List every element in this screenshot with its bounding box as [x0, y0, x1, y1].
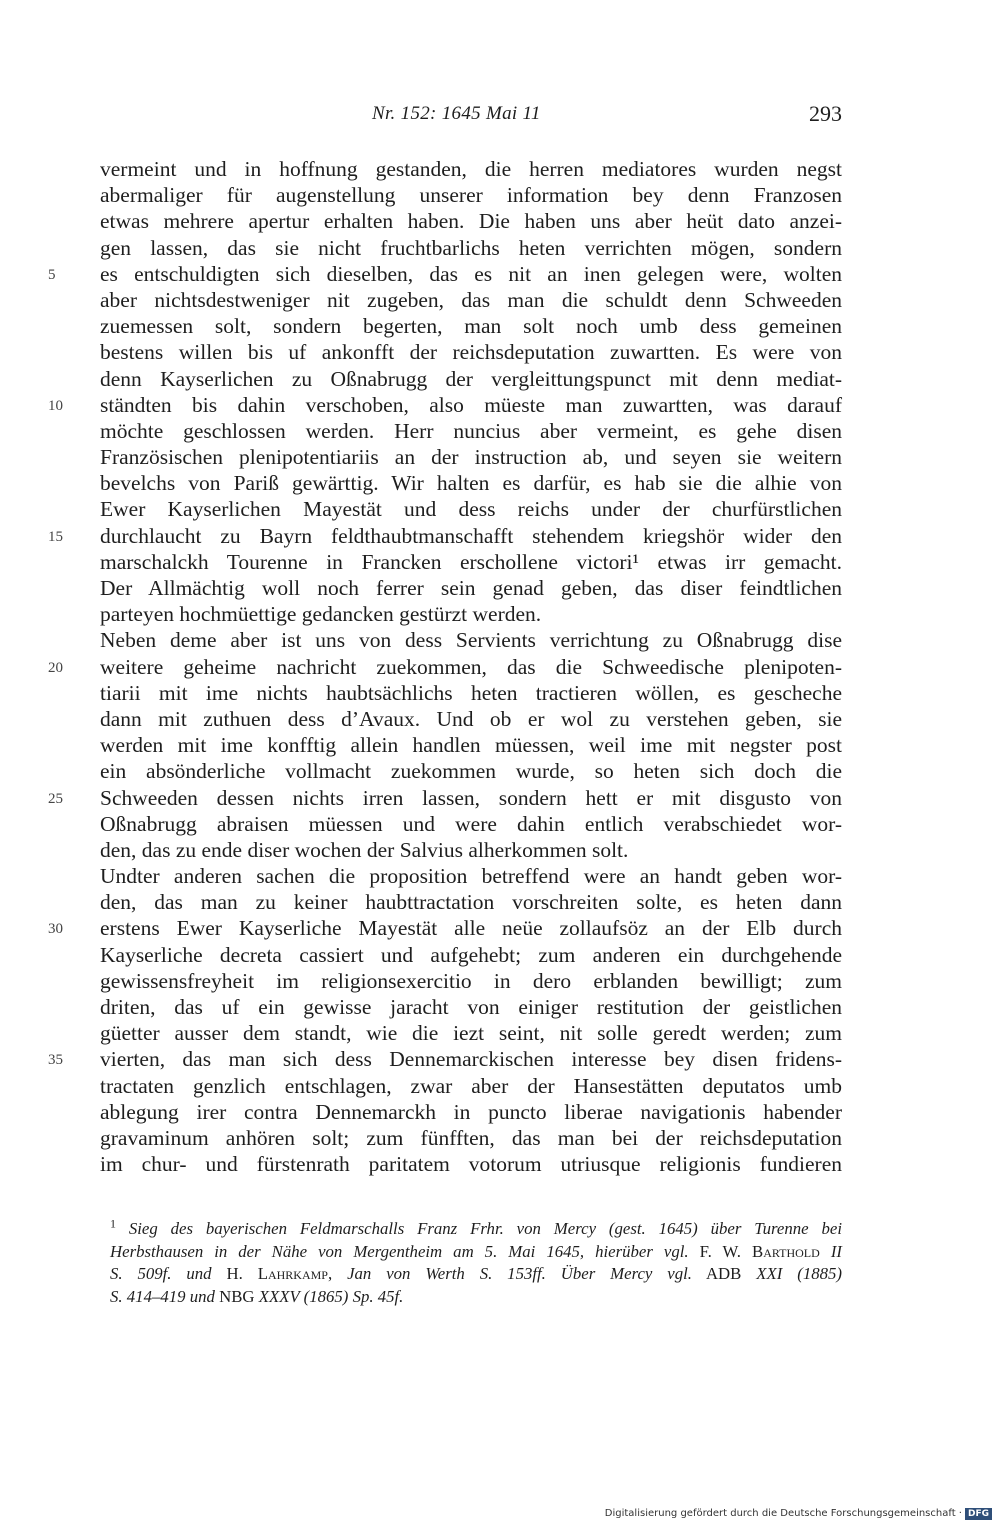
text-line	[100, 811, 842, 837]
text-line	[100, 837, 842, 863]
footer-credit	[605, 1508, 992, 1520]
text-line	[48, 261, 842, 287]
line-text: gen lassen, das sie nicht fruchtbarlichs heten verrichten mögen, sondern	[100, 235, 842, 260]
text-line	[100, 366, 842, 392]
line-text: erstens Ewer Kayserliche Mayestät alle neüe zollaufsöz an der Elb durch	[100, 916, 842, 941]
line-text: gewissensfreyheit im religionsexercitio in dero erblanden bewilligt; zum	[100, 968, 842, 993]
line-text: Französischen plenipotentiariis an der instruction ab, und seyen sie weitern	[100, 445, 842, 470]
text-line	[100, 313, 842, 339]
line-text: zuemessen solt, sondern begerten, man solt noch umb dess gemeinen	[100, 314, 842, 339]
line-number: 20	[48, 659, 63, 676]
line-text: im chur- und fürstenrath paritatem votorum utriusque religionis fundieren	[100, 1152, 842, 1177]
text-line	[100, 182, 842, 208]
text-line	[48, 392, 842, 418]
line-number: 10	[48, 397, 63, 414]
line-text: marschalckh Tourenne in Francken erschollene victori¹ etwas irr gemacht.	[100, 549, 842, 574]
text-line	[48, 523, 842, 549]
line-text: driten, das uf ein gewisse jaracht von einiger restitution der geistlichen	[100, 995, 842, 1019]
text-line	[100, 1125, 842, 1151]
line-text: Schweeden dessen nichts irren lassen, sondern hett er mit disgusto von	[100, 785, 842, 810]
line-text: ablegung irer contra Dennemarckh in puncto liberae navigationis habender	[100, 1099, 842, 1124]
line-text: vermeint und in hoffnung gestanden, die herren mediatores wurden negst	[100, 157, 842, 181]
text-line	[100, 942, 842, 968]
main-text	[48, 156, 842, 1177]
text-line	[100, 627, 842, 653]
line-text: es entschuldigten sich dieselben, das es nit an inen gelegen were, wolten	[100, 261, 842, 286]
text-line	[100, 706, 842, 732]
text-line	[100, 444, 842, 470]
footer-text: Digitalisierung gefördert durch die Deutsche Forschungsgemeinschaft ·	[604, 1508, 962, 1519]
line-number: 30	[48, 921, 63, 938]
text-line	[100, 339, 842, 365]
text-line	[100, 732, 842, 758]
line-text: vierten, das man sich dess Dennemarckischen interesse bey disen fridens-	[100, 1047, 842, 1072]
text-line	[100, 1099, 842, 1125]
text-line	[100, 601, 842, 627]
line-text: tiarii mit ime nichts haubtsächlichs heten tractieren wöllen, es gescheche	[100, 680, 842, 705]
text-line	[48, 915, 842, 941]
line-number: 15	[48, 528, 63, 545]
line-text: etwas mehrere apertur erhalten haben. Die haben uns aber heüt dato anzei-	[100, 209, 842, 234]
line-text: Ewer Kayserlichen Mayestät und dess reichs under der churfürstlichen	[100, 497, 842, 522]
line-text: Neben deme aber ist uns von dess Servients verrichtung zu Oßnabrugg dise	[100, 628, 842, 653]
line-text: tractaten genzlich entschlagen, zwar aber der Hansestätten deputatos umb	[100, 1073, 842, 1098]
text-line	[100, 470, 842, 496]
line-text: werden mit ime konfftig allein handlen müessen, weil ime mit negster post	[100, 733, 842, 758]
line-text: aber nichtsdestweniger nit zugeben, das man die schuldt denn Schweeden	[100, 287, 842, 312]
dfg-logo: DFG	[965, 1508, 992, 1520]
line-text: bestens willen bis uf ankonfft der reichsdeputation zuwartten. Es were von	[100, 340, 842, 365]
text-line	[100, 418, 842, 444]
text-line	[48, 654, 842, 680]
line-text: Der Allmächtig woll noch ferrer sein genad geben, das diser feindtlichen	[100, 576, 842, 600]
line-text: Oßnabrugg abraisen müessen und were dahin entlich verabschiedet wor-	[100, 811, 842, 836]
line-text: gravaminum anhören solt; zum fünfften, das man bei der reichsdeputation	[100, 1125, 842, 1150]
footnote-marker: 1	[110, 1216, 116, 1231]
text-line	[100, 1151, 842, 1177]
text-line	[100, 1020, 842, 1046]
line-text: den, das zu ende diser wochen der Salvius alherkommen solt.	[100, 837, 629, 862]
text-line	[100, 863, 842, 889]
line-text: Undter anderen sachen die proposition betreffend were an handt geben wor-	[100, 864, 842, 889]
text-line	[48, 785, 842, 811]
line-text: den, das man zu keiner haubttractation vorschreiten solte, es heten dann	[100, 890, 842, 915]
line-text: ein absönderliche vollmacht zuekommen wurde, so heten sich doch die	[100, 759, 842, 784]
line-text: ständten bis dahin verschoben, also müeste man zuwartten, was darauf	[100, 392, 842, 417]
footnote-line: $^1$ Sieg des bayerischen Feldmarschalls Franz Frhr. von Mercy (gest. 1645) über Turenne bei	[110, 1216, 842, 1238]
line-text: durchlaucht zu Bayrn feldthaubtmanschafft stehendem kriegshör wider den	[100, 523, 842, 548]
running-header	[0, 103, 1000, 131]
line-text: Kayserliche decreta cassiert und aufgehebt; zum anderen ein durchgehende	[100, 942, 842, 967]
text-line	[100, 549, 842, 575]
line-text: abermaliger für augenstellung unserer information bey denn Franzosen	[100, 183, 842, 208]
text-line	[100, 208, 842, 234]
line-text: möchte geschlossen werden. Herr nuncius aber vermeint, es gehe disen	[100, 418, 842, 443]
footnote-line: Herbsthausen in der Nähe von Mergentheim am 5. Mai 1645, hierüber vgl. F. W. Barthold II	[110, 1241, 843, 1261]
line-number: 5	[48, 266, 56, 283]
text-line	[100, 968, 842, 994]
text-line	[100, 680, 842, 706]
footnotes	[110, 1218, 842, 1308]
text-line	[100, 156, 842, 182]
footnote-line: S. 509f. und H. Lahrkamp, Jan von Werth S. 153ff. Über Mercy vgl. ADB XXI (1885)	[110, 1264, 843, 1283]
text-line	[48, 1046, 842, 1072]
line-text: denn Kayserlichen zu Oßnabrugg der vergleittungspunct mit denn mediat-	[100, 366, 842, 391]
text-line	[100, 1073, 842, 1099]
line-number: 25	[48, 790, 63, 807]
line-text: parteyen hochmüettige gedancken gestürzt werden.	[100, 602, 542, 627]
text-line	[100, 235, 842, 261]
running-title: Nr. 152: 1645 Mai 11	[372, 103, 541, 124]
text-line	[100, 496, 842, 522]
line-text: bevelchs von Pariß gewärttig. Wir halten es darfür, es hab sie die alhie von	[100, 471, 842, 496]
footnote-line: S. 414–419 und NBG XXXV (1865) Sp. 45f.	[110, 1286, 404, 1306]
text-line	[100, 994, 842, 1020]
line-text: weitere geheime nachricht zuekommen, das die Schweedische plenipoten-	[100, 654, 842, 679]
text-line	[100, 758, 842, 784]
line-text: dann mit zuthuen dess d’Avaux. Und ob er wol zu verstehen geben, sie	[100, 706, 842, 731]
text-line	[100, 889, 842, 915]
page-number: 293	[809, 101, 842, 126]
text-line	[100, 287, 842, 313]
line-text: güetter ausser dem standt, wie die iezt seint, nit solle geredt werden; zum	[100, 1021, 842, 1046]
line-number: 35	[48, 1052, 63, 1069]
text-line	[100, 575, 842, 601]
